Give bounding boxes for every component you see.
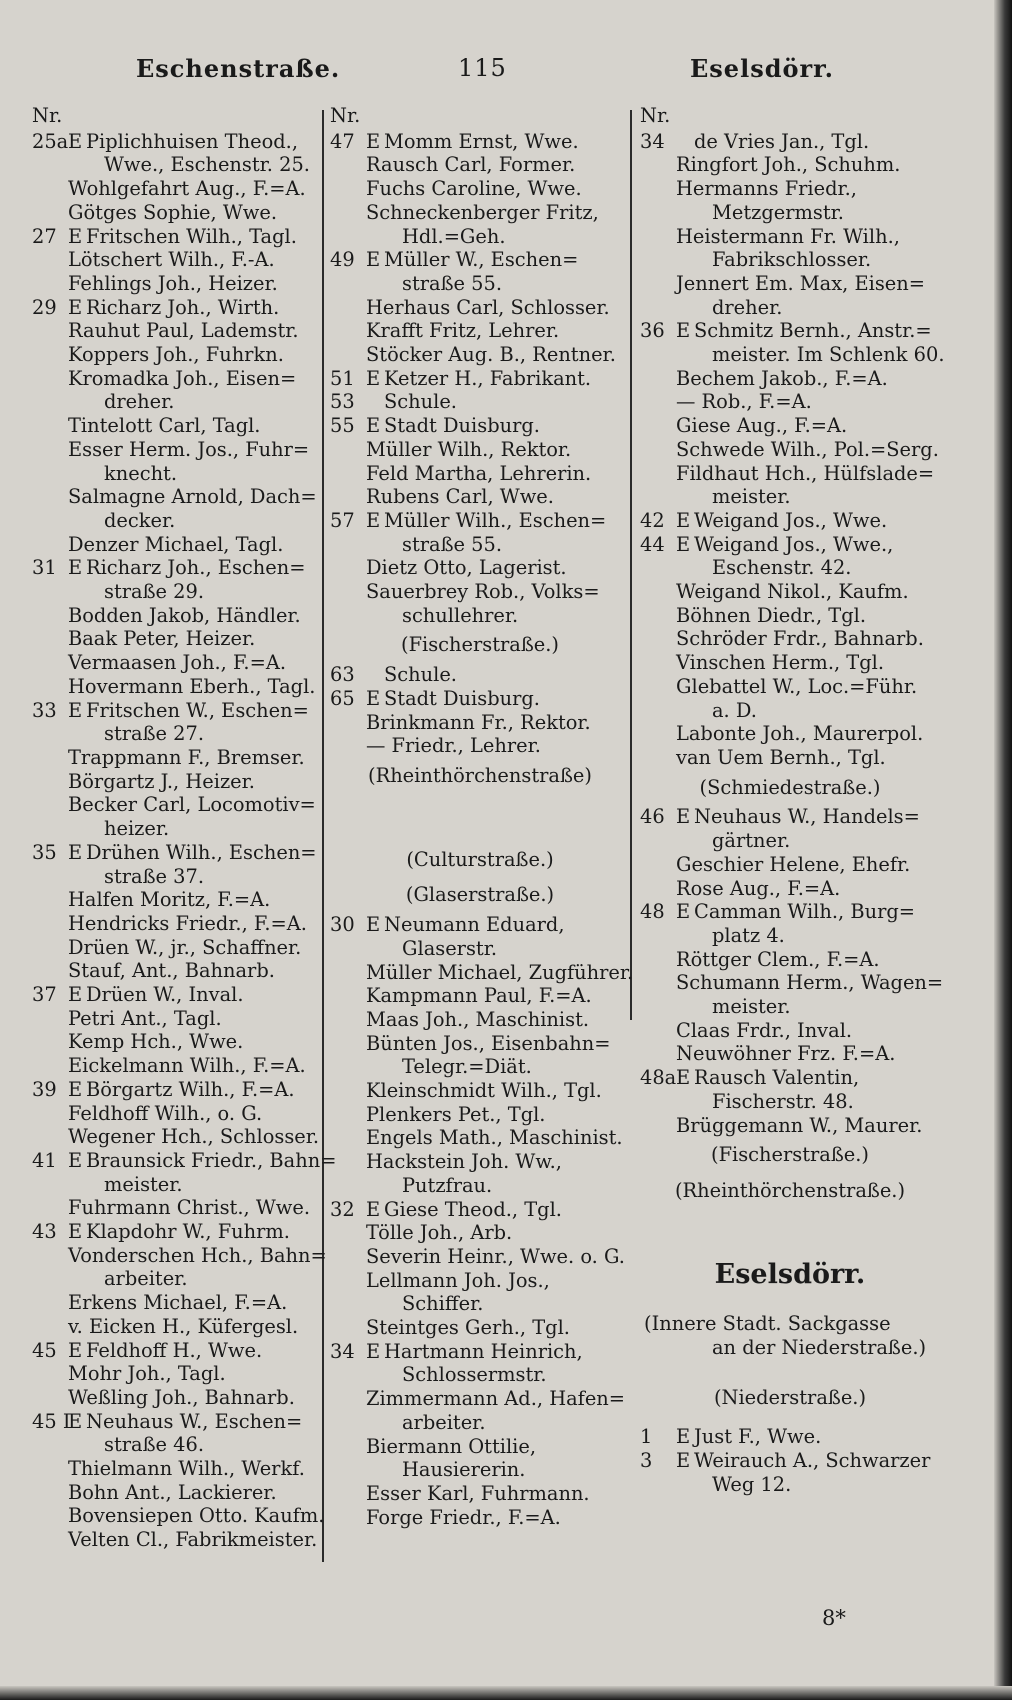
house-number: 55 [330, 414, 355, 438]
resident-entry: Geschier Helene, Ehefr. [676, 852, 911, 876]
page-edge-shadow [994, 0, 1012, 1700]
entry-continuation: straße 27. [104, 722, 205, 746]
column-3 [640, 104, 945, 1497]
house-number: 44 [640, 532, 665, 556]
resident-entry: Giese Aug., F.=A. [676, 414, 848, 438]
resident-entry: Engels Math., Maschinist. [366, 1126, 623, 1150]
resident-entry: Rose Aug., F.=A. [676, 876, 841, 900]
house-number: 32 [330, 1197, 355, 1221]
resident-name: Schmitz Bernh., Anstr.= [694, 319, 932, 343]
house-entry [640, 1066, 940, 1090]
house-number: 30 [330, 913, 355, 937]
entry-continuation: heizer. [104, 817, 170, 841]
owner-mark: E [366, 508, 381, 532]
owner-mark: E [68, 556, 83, 580]
entry-continuation: dreher. [104, 390, 175, 414]
resident-entry: Kemp Hch., Wwe. [68, 1030, 244, 1054]
resident-name: Neumann Eduard, [384, 913, 565, 937]
owner-mark: E [366, 248, 381, 272]
column-1 [32, 104, 337, 1552]
resident-entry: Müller Wilh., Rektor. [366, 437, 572, 461]
house-number: 45 [32, 1338, 57, 1362]
entry-continuation: Hausiererin. [402, 1458, 526, 1482]
resident-name: Klapdohr W., Fuhrm. [86, 1220, 290, 1244]
entry-continuation: Eschenstr. 42. [712, 556, 852, 580]
entry-continuation: Putzfrau. [402, 1173, 493, 1197]
resident-entry: Halfen Moritz, F.=A. [68, 888, 271, 912]
owner-mark: E [676, 532, 691, 556]
resident-name: Neuhaus W., Eschen= [86, 1409, 303, 1433]
resident-name: Drühen Wilh., Eschen= [86, 840, 317, 864]
resident-entry: — Friedr., Lehrer. [366, 734, 541, 758]
resident-entry: Börgartz J., Heizer. [68, 769, 255, 793]
house-number: 42 [640, 508, 665, 532]
spacer [640, 1292, 940, 1312]
resident-entry: Herhaus Carl, Schlosser. [366, 295, 610, 319]
resident-entry: Schröder Frdr., Bahnarb. [676, 627, 924, 651]
house-entry [640, 509, 940, 533]
resident-name: de Vries Jan., Tgl. [694, 129, 870, 153]
house-entry [640, 900, 940, 924]
entry-continuation: Schlossermstr. [402, 1363, 547, 1387]
resident-entry: Trappmann F., Bremser. [68, 745, 305, 769]
entry-continuation: gärtner. [712, 829, 791, 853]
street-heading: (Rheinthörchenstraße.) [674, 1178, 906, 1202]
owner-mark: E [68, 698, 83, 722]
resident-name: Just F., Wwe. [694, 1425, 822, 1449]
entry-continuation: Metzgermstr. [712, 200, 844, 224]
resident-entry: Rubens Carl, Wwe. [366, 485, 554, 509]
resident-entry: Hendricks Friedr., F.=A. [68, 911, 307, 935]
owner-mark: E [366, 366, 381, 390]
resident-entry: Lellmann Joh. Jos., [366, 1268, 550, 1292]
resident-name: Schule. [384, 390, 457, 414]
house-number: 37 [32, 983, 57, 1007]
column-header-nr: Nr. [330, 104, 361, 127]
resident-name: Momm Ernst, Wwe. [384, 129, 579, 153]
owner-mark: E [366, 1197, 381, 1221]
owner-mark: E [68, 840, 83, 864]
resident-name: Müller W., Eschen= [384, 248, 579, 272]
house-number: 57 [330, 508, 355, 532]
resident-entry: Bünten Jos., Eisenbahn= [366, 1031, 611, 1055]
resident-entry: Weßling Joh., Bahnarb. [68, 1385, 295, 1409]
column-header-nr: Nr. [32, 104, 63, 127]
house-entry [330, 509, 630, 533]
house-entry [330, 1340, 630, 1364]
house-entry [640, 1425, 940, 1449]
house-number: 39 [32, 1077, 57, 1101]
house-number: 31 [32, 556, 57, 580]
resident-entry: Plenkers Pet., Tgl. [366, 1102, 546, 1126]
house-number: 36 [640, 319, 665, 343]
spacer [640, 1209, 940, 1257]
owner-mark: E [68, 295, 83, 319]
entry-continuation: arbeiter. [402, 1410, 486, 1434]
entry-continuation: decker. [104, 508, 176, 532]
house-entry [32, 296, 324, 320]
house-entry [640, 1449, 940, 1473]
entry-continuation: schullehrer. [402, 603, 519, 627]
house-number: 41 [32, 1148, 57, 1172]
resident-entry: Velten Cl., Fabrikmeister. [68, 1528, 318, 1552]
house-number: 53 [330, 390, 355, 414]
owner-mark: E [676, 805, 691, 829]
resident-name: Richarz Joh., Wirth. [86, 295, 280, 319]
resident-name: Camman Wilh., Burg= [694, 900, 916, 924]
resident-entry: Feld Martha, Lehrerin. [366, 461, 592, 485]
house-entry [32, 699, 324, 723]
spacer [330, 794, 630, 842]
resident-entry: Zimmermann Ad., Hafen= [366, 1387, 626, 1411]
house-entry [640, 805, 940, 829]
section-title: Eselsdörr. [714, 1258, 866, 1290]
resident-entry: Salmagne Arnold, Dach= [68, 485, 317, 509]
house-entry [330, 1198, 630, 1222]
entry-continuation: a. D. [712, 698, 757, 722]
house-number: 45 I [32, 1409, 71, 1433]
resident-name: Schule. [384, 663, 457, 687]
spacer [640, 1360, 940, 1380]
house-number: 33 [32, 698, 57, 722]
entry-continuation: knecht. [104, 461, 178, 485]
resident-entry: Stöcker Aug. B., Rentner. [366, 343, 616, 367]
entry-continuation: straße 37. [104, 864, 205, 888]
resident-name: Richarz Joh., Eschen= [86, 556, 306, 580]
resident-entry: Schumann Herm., Wagen= [676, 971, 944, 995]
entry-continuation: meister. [712, 995, 791, 1019]
owner-mark: E [676, 319, 691, 343]
house-entry [640, 533, 940, 557]
entry-continuation: straße 46. [104, 1433, 205, 1457]
owner-mark: E [366, 686, 381, 710]
house-number: 48a [640, 1066, 677, 1090]
resident-entry: Wohlgefahrt Aug., F.=A. [68, 177, 306, 201]
resident-name: Stadt Duisburg. [384, 414, 540, 438]
spacer [640, 1415, 940, 1425]
owner-mark: E [68, 1338, 83, 1362]
resident-name: Ketzer H., Fabrikant. [384, 366, 592, 390]
page-header [0, 54, 1012, 94]
resident-entry: Vinschen Herm., Tgl. [676, 651, 885, 675]
house-number: 34 [640, 129, 665, 153]
resident-entry: Heistermann Fr. Wilh., [676, 224, 900, 248]
entry-continuation: Fabrikschlosser. [712, 248, 872, 272]
column-header-nr: Nr. [640, 104, 671, 127]
resident-entry: Müller Michael, Zugführer. [366, 960, 634, 984]
resident-name: Drüen W., Inval. [86, 983, 244, 1007]
house-number: 48 [640, 900, 665, 924]
owner-mark: E [68, 1220, 83, 1244]
resident-name: Weigand Jos., Wwe., [694, 532, 894, 556]
resident-entry: Vermaasen Joh., F.=A. [68, 651, 286, 675]
resident-entry: Claas Frdr., Inval. [676, 1018, 853, 1042]
resident-entry: Rausch Carl, Former. [366, 153, 576, 177]
street-heading: (Rheinthörchenstraße) [368, 763, 592, 787]
house-entry [32, 1339, 324, 1363]
resident-entry: Brüggemann W., Maurer. [676, 1113, 923, 1137]
resident-entry: Biermann Ottilie, [366, 1434, 537, 1458]
resident-entry: Kleinschmidt Wilh., Tgl. [366, 1079, 602, 1103]
owner-mark: E [676, 508, 691, 532]
resident-entry: Fehlings Joh., Heizer. [68, 271, 278, 295]
resident-entry: v. Eicken H., Küfergesl. [68, 1314, 299, 1338]
resident-name: Stadt Duisburg. [384, 686, 540, 710]
street-heading: (Schmiedestraße.) [699, 775, 881, 799]
house-number: 47 [330, 129, 355, 153]
owner-mark: E [68, 224, 83, 248]
resident-name: Neuhaus W., Handels= [694, 805, 920, 829]
resident-entry: Forge Friedr., F.=A. [366, 1505, 561, 1529]
house-entry [330, 913, 630, 937]
owner-mark: E [676, 1425, 691, 1449]
entry-continuation: Glaserstr. [402, 936, 497, 960]
resident-entry: Tintelott Carl, Tagl. [68, 414, 261, 438]
resident-entry: Fuhrmann Christ., Wwe. [68, 1196, 310, 1220]
resident-name: Weigand Jos., Wwe. [694, 508, 888, 532]
resident-entry: Becker Carl, Locomotiv= [68, 793, 316, 817]
column-divider-2 [630, 110, 632, 1020]
resident-entry: Dietz Otto, Lagerist. [366, 556, 567, 580]
house-entry [32, 130, 324, 154]
house-number: 1 [640, 1425, 653, 1449]
resident-entry: Röttger Clem., F.=A. [676, 947, 880, 971]
house-entry [330, 390, 630, 414]
house-number: 46 [640, 805, 665, 829]
house-entry [640, 130, 940, 154]
resident-entry: Fuchs Caroline, Wwe. [366, 177, 582, 201]
resident-entry: Erkens Michael, F.=A. [68, 1291, 288, 1315]
house-number: 27 [32, 224, 57, 248]
resident-entry: Neuwöhner Frz. F.=A. [676, 1042, 896, 1066]
street-heading: (Fischerstraße.) [401, 633, 559, 657]
owner-mark: E [676, 900, 691, 924]
house-entry [32, 1148, 337, 1173]
resident-entry: Labonte Joh., Maurerpol. [676, 722, 924, 746]
resident-name: Fritschen W., Eschen= [86, 698, 309, 722]
resident-name: Piplichhuisen Theod., [86, 129, 298, 153]
resident-entry: Tölle Joh., Arb. [366, 1221, 513, 1245]
section-note: (Innere Stadt. Sackgasse [644, 1312, 891, 1336]
entry-continuation: meister. [712, 485, 791, 509]
house-entry [32, 556, 324, 580]
page-bottom-shadow [0, 1686, 1012, 1700]
owner-mark: E [68, 1409, 83, 1433]
house-entry [32, 1220, 324, 1244]
header-left-street: Eschenstraße. [136, 54, 341, 83]
house-number: 51 [330, 366, 355, 390]
house-number: 63 [330, 663, 355, 687]
house-number: 29 [32, 295, 57, 319]
entry-continuation: straße 55. [402, 532, 503, 556]
owner-mark: E [676, 1066, 691, 1090]
house-entry [32, 983, 324, 1007]
entry-continuation: arbeiter. [104, 1267, 188, 1291]
street-heading: (Fischerstraße.) [711, 1143, 869, 1167]
resident-name: Müller Wilh., Eschen= [384, 508, 607, 532]
house-entry [330, 367, 630, 391]
entry-continuation: straße 29. [104, 580, 205, 604]
resident-entry: Böhnen Diedr., Tgl. [676, 603, 867, 627]
resident-name: Braunsick Friedr., Bahn= [86, 1148, 337, 1172]
resident-entry: Lötschert Wilh., F.-A. [68, 248, 275, 272]
resident-entry: van Uem Bernh., Tgl. [676, 745, 886, 769]
resident-entry: Brinkmann Fr., Rektor. [366, 710, 591, 734]
resident-entry: Esser Herm. Jos., Fuhr= [68, 437, 310, 461]
entry-continuation: Weg 12. [712, 1472, 792, 1496]
house-entry [330, 663, 630, 687]
owner-mark: E [366, 1339, 381, 1363]
house-entry [330, 687, 630, 711]
street-heading: (Culturstraße.) [406, 847, 554, 871]
owner-mark: E [366, 913, 381, 937]
resident-name: Feldhoff H., Wwe. [86, 1338, 263, 1362]
resident-entry: Schwede Wilh., Pol.=Serg. [676, 437, 939, 461]
page-number: 115 [458, 54, 507, 82]
resident-entry: Stauf, Ant., Bahnarb. [68, 959, 275, 983]
resident-entry: Ringfort Joh., Schuhm. [676, 153, 901, 177]
entry-continuation: Hdl.=Geh. [402, 224, 506, 248]
resident-entry: Bovensiepen Otto. Kaufm. [68, 1504, 325, 1528]
resident-name: Giese Theod., Tgl. [384, 1197, 562, 1221]
entry-continuation: straße 55. [402, 271, 503, 295]
resident-entry: Bodden Jakob, Händler. [68, 603, 301, 627]
owner-mark: E [366, 129, 381, 153]
resident-entry: Thielmann Wilh., Werkf. [68, 1457, 305, 1481]
street-heading: (Glaserstraße.) [405, 883, 555, 907]
resident-entry: Steintges Gerh., Tgl. [366, 1316, 570, 1340]
resident-entry: Hovermann Eberh., Tagl. [68, 674, 316, 698]
street-heading: (Niederstraße.) [713, 1385, 867, 1409]
owner-mark: E [68, 129, 83, 153]
entry-continuation: meister. [104, 1172, 183, 1196]
resident-entry: Jennert Em. Max, Eisen= [676, 271, 925, 295]
house-number: 34 [330, 1339, 355, 1363]
resident-entry: Koppers Joh., Fuhrkn. [68, 343, 284, 367]
house-entry [32, 841, 324, 865]
resident-entry: Kromadka Joh., Eisen= [68, 366, 297, 390]
resident-name: Hartmann Heinrich, [384, 1339, 583, 1363]
house-number: 3 [640, 1449, 653, 1473]
resident-entry: Krafft Fritz, Lehrer. [366, 319, 560, 343]
resident-entry: Sauerbrey Rob., Volks= [366, 580, 600, 604]
house-entry [32, 1410, 324, 1434]
resident-entry: Petri Ant., Tagl. [68, 1006, 222, 1030]
resident-entry: Bohn Ant., Lackierer. [68, 1480, 277, 1504]
house-entry [32, 225, 324, 249]
resident-entry: Baak Peter, Heizer. [68, 627, 256, 651]
resident-entry: Fildhaut Hch., Hülfslade= [676, 461, 935, 485]
resident-entry: Schneckenberger Fritz, [366, 200, 599, 224]
entry-continuation: meister. Im Schlenk 60. [712, 343, 945, 367]
house-entry [330, 248, 630, 272]
owner-mark: E [68, 1148, 83, 1172]
owner-mark: E [366, 414, 381, 438]
house-number: 35 [32, 840, 57, 864]
resident-name: Rausch Valentin, [694, 1066, 860, 1090]
entry-continuation: platz 4. [712, 923, 785, 947]
owner-mark: E [676, 1449, 691, 1473]
resident-entry: Hackstein Joh. Ww., [366, 1150, 562, 1174]
entry-continuation: dreher. [712, 295, 783, 319]
column-2 [330, 104, 634, 1529]
resident-entry: Vonderschen Hch., Bahn= [68, 1243, 327, 1267]
house-number: 65 [330, 686, 355, 710]
entry-continuation: Wwe., Eschenstr. 25. [104, 153, 310, 177]
resident-entry: — Rob., F.=A. [676, 390, 812, 414]
resident-entry: Weigand Nikol., Kaufm. [676, 580, 909, 604]
resident-entry: Denzer Michael, Tagl. [68, 532, 284, 556]
resident-entry: Mohr Joh., Tagl. [68, 1362, 226, 1386]
resident-entry: Drüen W., jr., Schaffner. [68, 935, 302, 959]
resident-name: Fritschen Wilh., Tagl. [86, 224, 297, 248]
house-number: 49 [330, 248, 355, 272]
resident-entry: Eickelmann Wilh., F.=A. [68, 1054, 306, 1078]
house-number: 43 [32, 1220, 57, 1244]
owner-mark: E [68, 1077, 83, 1101]
resident-entry: Maas Joh., Maschinist. [366, 1007, 590, 1031]
resident-entry: Severin Heinr., Wwe. o. G. [366, 1244, 625, 1268]
entry-continuation: Schiffer. [402, 1292, 484, 1316]
entry-continuation: an der Niederstraße.) [712, 1336, 927, 1360]
resident-entry: Esser Karl, Fuhrmann. [366, 1481, 590, 1505]
resident-entry: Rauhut Paul, Lademstr. [68, 319, 299, 343]
resident-entry: Bechem Jakob., F.=A. [676, 366, 888, 390]
house-entry [330, 414, 630, 438]
signature-mark: 8* [822, 1606, 846, 1630]
entry-continuation: Telegr.=Diät. [402, 1055, 532, 1079]
resident-entry: Kampmann Paul, F.=A. [366, 984, 592, 1008]
house-entry [330, 130, 630, 154]
resident-entry: Hermanns Friedr., [676, 177, 857, 201]
resident-entry: Feldhoff Wilh., o. G. [68, 1101, 263, 1125]
resident-name: Weirauch A., Schwarzer [694, 1449, 931, 1473]
owner-mark: E [68, 983, 83, 1007]
house-entry [32, 1078, 324, 1102]
house-entry [640, 319, 940, 343]
entry-continuation: Fischerstr. 48. [712, 1089, 854, 1113]
resident-entry: Wegener Hch., Schlosser. [68, 1125, 320, 1149]
header-right-street: Eselsdörr. [690, 54, 834, 83]
house-number: 25a [32, 129, 69, 153]
resident-entry: Glebattel W., Loc.=Führ. [676, 674, 918, 698]
resident-entry: Götges Sophie, Wwe. [68, 200, 277, 224]
resident-name: Börgartz Wilh., F.=A. [86, 1077, 295, 1101]
